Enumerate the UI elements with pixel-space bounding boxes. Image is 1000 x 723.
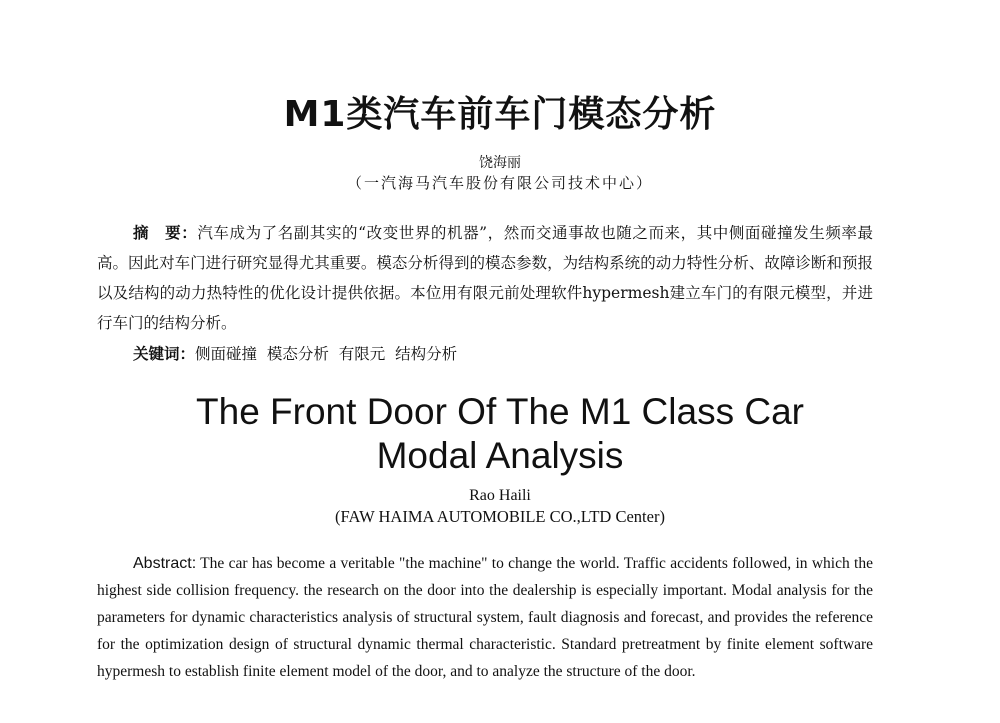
english-title-line-2: Modal Analysis [376, 435, 624, 476]
chinese-keywords-text: 侧面碰撞 模态分析 有限元 结构分析 [195, 345, 458, 363]
chinese-keywords [133, 342, 457, 364]
chinese-abstract-label: 摘 要： [133, 223, 198, 242]
english-abstract [97, 550, 873, 685]
chinese-title: M1类汽车前车门模态分析 [283, 94, 717, 135]
chinese-abstract-text: 汽车成为了名副其实的“改变世界的机器”，然而交通事故也随之而来，其中侧面碰撞发生频率最高。因此对车门进行研究显得尤其重要。模态分析得到的模态参数，为结构系统的动力特性分析、故障诊断和预报以及结构的动力热特性的优化设计提供依据。本位用有限元前处理软件hypermesh建立车门的有限元模型，并进行车门的结构分析。 [97, 224, 873, 332]
english-title [0, 390, 1000, 478]
english-affiliation: (FAW HAIMA AUTOMOBILE CO.,LTD Center) [335, 507, 665, 526]
chinese-abstract [97, 218, 873, 338]
english-title-line-1: The Front Door Of The M1 Class Car [196, 391, 804, 432]
chinese-author: 饶海丽 [479, 155, 521, 171]
chinese-affiliation: （一汽海马汽车股份有限公司技术中心） [346, 174, 653, 192]
english-abstract-label: Abstract: [133, 555, 197, 572]
english-abstract-text: The car has become a veritable "the machine" to change the world. Traffic accidents followed, in which the highest side collision frequency. the research on the door into the dealership is especially important. Modal analysis for the parameters for dynamic characteristics analysis of structural system, fault diagnosis and forecast, and provides the reference for the optimization design of structural dynamic thermal characteristic. Standard pretreatment by finite element software hypermesh to establish finite element model of the door, and to analyze the structure of the door. [97, 555, 873, 680]
chinese-keywords-label: 关键词： [133, 344, 196, 363]
english-author: Rao Haili [469, 487, 531, 504]
